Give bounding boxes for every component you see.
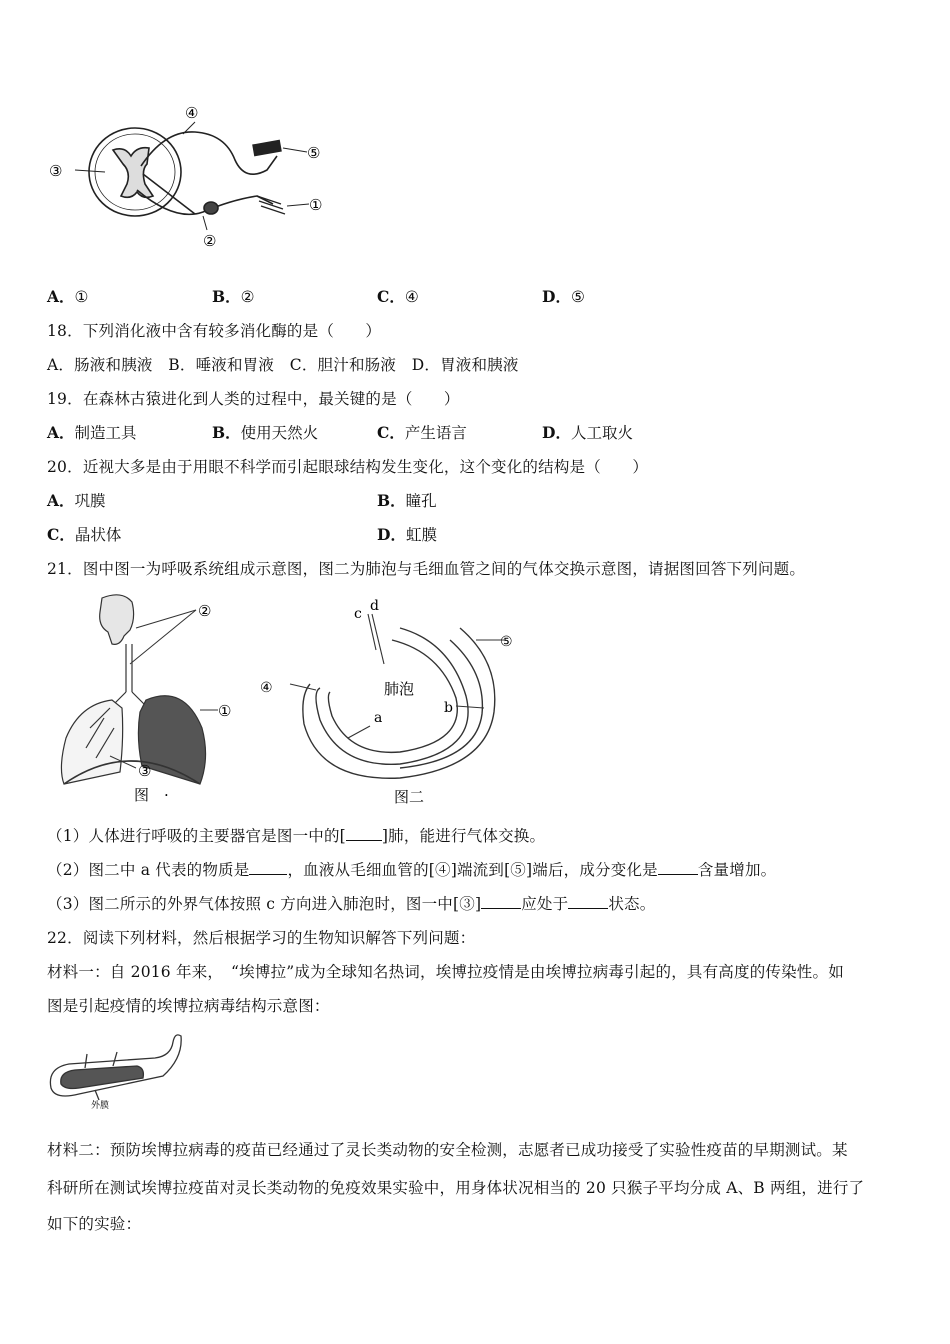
fig2-label-a: a [374,710,383,726]
fig1-caption: 图 · [134,786,169,804]
q22-material1-line2: 图是引起疫情的埃博拉病毒结构示意图： [47,997,330,1015]
q22-material2-line2: 科研所在测试埃博拉疫苗对灵长类动物的免疫效果实验中，用身体状况相当的 20 只猴子平均分成 A、B 两组，进行了 [47,1179,865,1197]
q20-option-b: B．瞳孔 [377,491,437,510]
reflex-label-2: ② [203,232,217,250]
q21-stem: 21．图中图一为呼吸系统组成示意图，图二为肺泡与毛细血管之间的气体交换示意图，请据图回答下列问题。 [47,560,806,578]
virus-envelope-label: 外膜 [91,1101,110,1111]
answer-blank[interactable] [346,825,382,842]
q19-option-b: B．使用天然火 [212,423,319,442]
fig2-label-b: b [444,700,453,716]
alveolus-figure [260,592,530,810]
answer-blank[interactable] [658,859,698,876]
q17-option-d: D．⑤ [542,287,585,306]
q21-sub1: （1）人体进行呼吸的主要器官是图一中的[ ]肺，能进行气体交换。 [47,824,545,846]
q21-sub2: （2）图二中 a 代表的物质是 ，血液从毛细血管的[④]端流到[⑤]端后，成分变化是 含量增加。 [47,858,776,880]
q19-option-d: D．人工取火 [542,423,633,442]
fig2-label-d: d [370,598,379,614]
q22-stem: 22．阅读下列材料，然后根据学习的生物知识解答下列问题： [47,929,476,947]
q20-option-d: D．虹膜 [377,525,437,544]
q21-sub3: （3）图二所示的外界气体按照 c 方向进入肺泡时，图一中[③] 应处于 状态。 [47,892,655,914]
q22-material2-line1: 材料二：预防埃博拉病毒的疫苗已经通过了灵长类动物的安全检测，志愿者已成功接受了实验性疫苗的早期测试。某 [47,1141,848,1159]
ebola-virus-figure [45,1028,185,1112]
reflex-label-1: ① [309,196,323,214]
respiratory-system-figure [50,588,250,808]
q22-material1-line1: 材料一：自 2016 年来， “埃博拉”成为全球知名热词，埃博拉疫情是由埃博拉病毒引起的，具有高度的传染性。如 [47,963,844,981]
answer-blank[interactable] [481,893,521,910]
q22-material2-line3: 如下的实验： [47,1215,142,1233]
fig1-label-3: ③ [138,762,152,780]
q19-option-c: C．产生语言 [377,423,467,442]
reflex-label-5: ⑤ [307,144,321,162]
fig2-alveolus-label: 肺泡 [384,680,415,698]
q17-option-b: B．② [212,287,255,306]
fig1-label-2: ② [198,602,212,620]
fig2-caption: 图二 [394,788,425,806]
q17-option-a: A．① [47,287,89,306]
q20-option-c: C．晶状体 [47,525,122,544]
reflex-arc-figure [45,100,335,250]
answer-blank[interactable] [568,893,608,910]
q17-option-c: C．④ [377,287,419,306]
fig2-label-c: c [354,606,362,622]
answer-blank[interactable] [249,859,287,876]
reflex-label-4: ④ [185,104,199,122]
q20-stem: 20．近视大多是由于用眼不科学而引起眼球结构发生变化，这个变化的结构是（ ） [47,458,649,476]
q19-option-a: A．制造工具 [47,423,137,442]
fig1-label-1: ① [218,702,232,720]
reflex-label-3: ③ [49,162,63,180]
fig2-label-4: ④ [260,680,273,696]
q18-options: A．肠液和胰液 B．唾液和胃液 C．胆汁和肠液 D．胃液和胰液 [47,356,519,374]
fig2-label-5: ⑤ [500,634,513,650]
q18-stem: 18．下列消化液中含有较多消化酶的是（ ） [47,322,382,340]
q19-stem: 19．在森林古猿进化到人类的过程中，最关键的是（ ） [47,390,460,408]
q20-option-a: A．巩膜 [47,491,106,510]
